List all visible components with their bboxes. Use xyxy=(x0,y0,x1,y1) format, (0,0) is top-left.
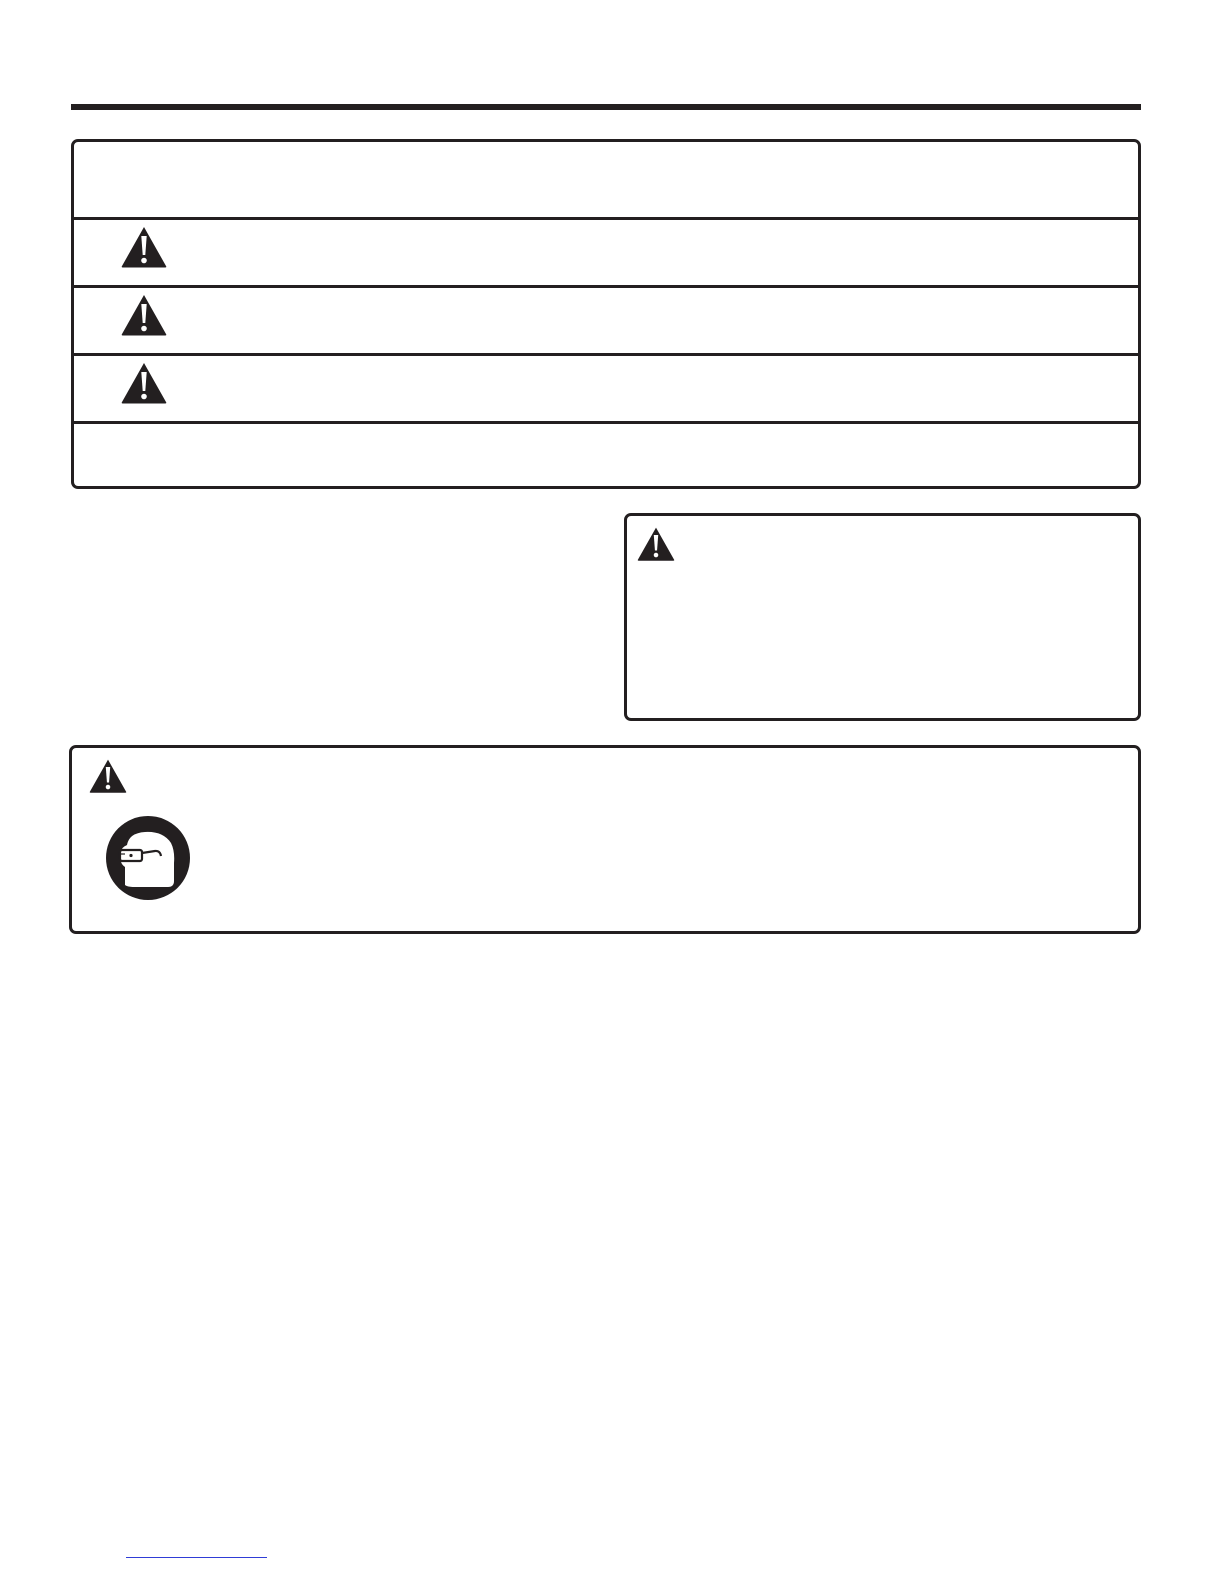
warning-triangle-icon xyxy=(88,758,128,794)
header-rule xyxy=(71,104,1141,110)
warning-notice-box xyxy=(624,513,1141,721)
eye-protection-warning-box xyxy=(69,745,1141,934)
signal-row-note xyxy=(74,421,1138,486)
warning-triangle-icon xyxy=(120,225,168,269)
signal-table-header-row xyxy=(74,142,1138,217)
signal-row-danger xyxy=(74,217,1138,285)
safety-glasses-icon xyxy=(105,815,191,901)
left-column-text xyxy=(75,520,595,720)
safety-signal-table xyxy=(71,139,1141,489)
footer-link-underline[interactable] xyxy=(126,1557,267,1558)
signal-row-caution xyxy=(74,353,1138,421)
warning-triangle-icon xyxy=(636,526,676,562)
warning-triangle-icon xyxy=(120,293,168,337)
signal-row-warning xyxy=(74,285,1138,353)
warning-triangle-icon xyxy=(120,361,168,405)
